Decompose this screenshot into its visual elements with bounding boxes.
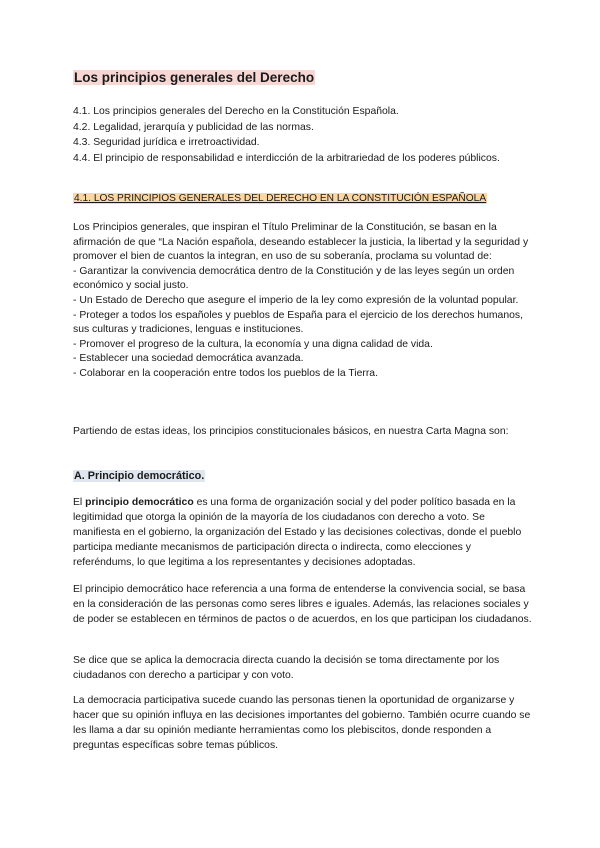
- paragraph-4: [73, 694, 535, 754]
- transition-paragraph: Partiendo de estas ideas, los principios constitucionales básicos, en nuestra Carta Magna son:: [73, 426, 509, 437]
- paragraph-4-text: La democracia participativa sucede cuando las personas tienen la oportunidad de organizarse y hacer que su opinión influya en las decisiones importantes del gobierno. También ocurre cuando se les llama a dar su opinión mediante herramientas como los plebiscitos, donde responden a preguntas específicas sobre temas públicos.: [73, 695, 531, 751]
- p1-prefix: El: [73, 497, 86, 508]
- list-item: - Garantizar la convivencia democrática dentro de la Constitución y de las leyes según un orden económico y social justo.: [73, 265, 515, 292]
- list-item: - Proteger a todos los españoles y pueblos de España para el ejercicio de los derechos humanos, sus culturas y tradiciones, lenguas e instituciones.: [73, 309, 523, 336]
- toc-item: 4.2. Legalidad, jerarquía y publicidad de las normas.: [73, 121, 314, 133]
- list-item: - Promover el progreso de la cultura, la economía y una digna calidad de vida.: [73, 338, 433, 350]
- paragraph-1: [73, 496, 535, 571]
- paragraph-2-text: El principio democrático hace referencia a una forma de entenderse la convivencia social, se basa en la consideración de las personas como seres libres e iguales. Además, las relaciones sociales y de poder se establecen en términos de pactos o de acuerdos, en los que participan los ciudadanos.: [73, 584, 532, 625]
- paragraph-3: [73, 654, 535, 684]
- page-title: [73, 70, 535, 85]
- toc-item: 4.3. Seguridad jurídica e irretroactividad.: [73, 137, 260, 149]
- list-item: - Colaborar en la cooperación entre todos los pueblos de la Tierra.: [73, 367, 378, 379]
- p1-bold-term: principio democrático: [85, 497, 194, 508]
- section-heading-text: 4.1. LOS PRINCIPIOS GENERALES DEL DERECHO EN LA CONSTITUCIÓN ESPAÑOLA: [74, 193, 487, 204]
- table-of-contents: [73, 104, 535, 166]
- toc-item: 4.4. El principio de responsabilidad e interdicción de la arbitrariedad de los poderes públicos.: [73, 152, 500, 164]
- toc-item: 4.1. Los principios generales del Derecho en la Constitución Española.: [73, 106, 399, 117]
- paragraph-3-text: Se dice que se aplica la democracia directa cuando la decisión se toma directamente por los ciudadanos con derecho a participar y con voto.: [73, 655, 500, 681]
- section-heading: [73, 192, 535, 206]
- page-title-text: Los principios generales del Derecho: [74, 70, 315, 85]
- subsection-heading-text: A. Principio democrático.: [74, 470, 205, 482]
- list-item: - Establecer una sociedad democrática avanzada.: [73, 353, 304, 365]
- goals-list: [73, 265, 535, 382]
- intro-section: [73, 221, 535, 382]
- p1-rest: es una forma de organización social y del poder político basada en la legitimidad que otorga la opinión de la mayoría de los ciudadanos con derecho a voto. Se manifiesta en el gobierno, la organización del Estado y las decisiones colectivas, donde el pueblo participa mediante mecanismos de participación directa o indirecta, como elecciones y referéndums, lo que legitima a los representantes y decisiones adoptadas.: [73, 497, 522, 568]
- paragraph-2: [73, 583, 535, 628]
- subsection-heading: [73, 470, 535, 482]
- list-item: - Un Estado de Derecho que asegure el imperio de la ley como expresión de la voluntad popular.: [73, 294, 519, 306]
- intro-paragraph: Los Principios generales, que inspiran el Título Preliminar de la Constitución, se basan en la afirmación de que “La Nación española, deseando establecer la justicia, la libertad y la seguridad y promover el bien de cuantos la integran, en uso de su soberanía, proclama su voluntad de:: [73, 222, 529, 263]
